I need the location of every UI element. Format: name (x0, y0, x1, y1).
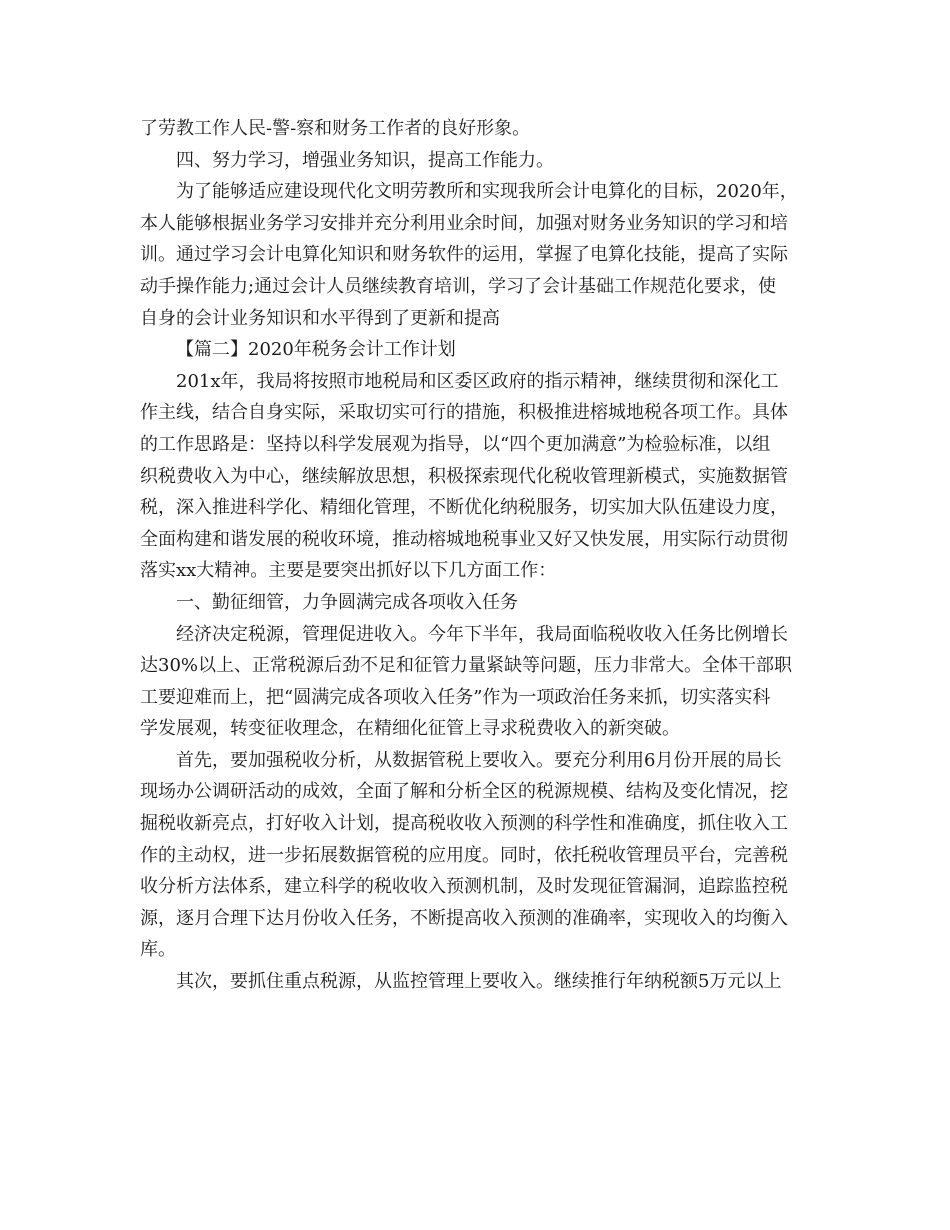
text-line: 学发展观，转变征收理念，在精细化征管上寻求税费收入的新突破。 (140, 718, 680, 740)
text-line: 收分析方法体系，建立科学的税收收入预测机制，及时发现征管漏洞，追踪监控税 (140, 876, 788, 898)
text-line: 织税费收入为中心，继续解放思想，积极探索现代化税收管理新模式，实施数据管 (140, 465, 788, 487)
text-line: 训。通过学习会计电算化知识和财务软件的运用，掌握了电算化技能，提高了实际 (140, 244, 788, 266)
text-line: 税，深入推进科学化、精细化管理，不断优化纳税服务，切实加大队伍建设力度， (140, 497, 788, 519)
text-line: 为了能够适应建设现代化文明劳教所和实现我所会计电算化的目标，2020年， (176, 181, 798, 203)
text-line: 动手操作能力;通过会计人员继续教育培训，学习了会计基础工作规范化要求，使 (140, 275, 777, 297)
text-line: 201x年，我局将按照市地税局和区委区政府的指示精神，继续贯彻和深化工 (176, 370, 779, 392)
text-line: 掘税收新亮点，打好收入计划，提高税收收入预测的科学性和准确度，抓住收入工 (140, 813, 788, 835)
document-body (140, 113, 812, 998)
text-line: 本人能够根据业务学习安排并充分利用业余时间，加强对财务业务知识的学习和培 (140, 212, 788, 234)
text-line: 【篇二】2020年税务会计工作计划 (176, 339, 456, 361)
text-line: 落实xx大精神。主要是要突出抓好以下几方面工作： (140, 560, 557, 582)
text-line: 经济决定税源，管理促进收入。今年下半年，我局面临税收收入任务比例增长 (176, 623, 788, 645)
text-line: 了劳教工作人民-警-察和财务工作者的良好形象。 (140, 118, 531, 139)
text-line: 达30%以上、正常税源后劲不足和征管力量紧缺等问题，压力非常大。全体干部职 (140, 655, 793, 677)
text-line: 首先，要加强税收分析，从数据管税上要收入。要充分利用6月份开展的局长 (176, 749, 782, 771)
text-line: 全面构建和谐发展的税收环境，推动榕城地税事业又好又快发展，用实际行动贯彻 (140, 528, 788, 550)
text-line: 源，逐月合理下达月份收入任务，不断提高收入预测的准确率，实现收入的均衡入 (140, 907, 788, 929)
text-line: 作主线，结合自身实际，采取切实可行的措施，积极推进榕城地税各项工作。具体 (140, 402, 788, 424)
text-line: 四、努力学习，增强业务知识，提高工作能力。 (176, 149, 554, 171)
text-line: 的工作思路是：坚持以科学发展观为指导，以“四个更加满意”为检验标准，以组 (140, 433, 771, 455)
text-line: 库。 (140, 939, 176, 961)
text-line: 其次，要抓住重点税源，从监控管理上要收入。继续推行年纳税额5万元以上 (176, 971, 782, 993)
text-line: 作的主动权，进一步拓展数据管税的应用度。同时，依托税收管理员平台，完善税 (140, 844, 788, 866)
text-line: 自身的会计业务知识和水平得到了更新和提高 (140, 307, 500, 329)
text-line: 工要迎难而上，把“圆满完成各项收入任务”作为一项政治任务来抓，切实落实科 (140, 686, 771, 708)
text-line: 现场办公调研活动的成效，全面了解和分析全区的税源规模、结构及变化情况，挖 (140, 781, 788, 803)
text-line: 一、勤征细管，力争圆满完成各项收入任务 (176, 591, 518, 613)
